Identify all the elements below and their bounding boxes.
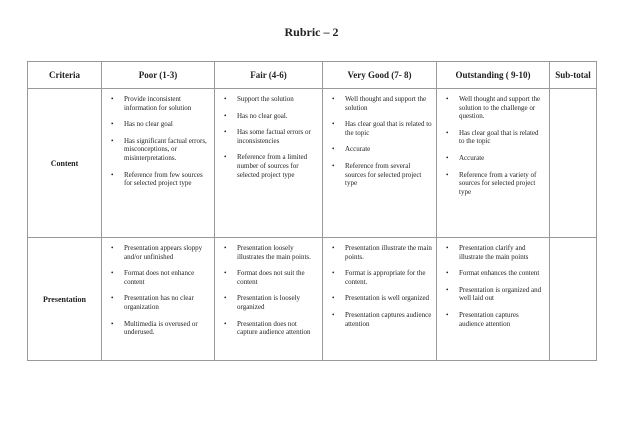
list-item: • Presentation is well organized <box>345 294 432 303</box>
header-very-good: Very Good (7- 8) <box>323 62 437 89</box>
list-item: • Well thought and support the solution to the challenge or question. <box>459 95 545 121</box>
bullet-list <box>102 238 214 337</box>
list-item: • Format is appropriate for the content. <box>345 269 432 286</box>
list-item: • Presentation has no clear organization <box>124 294 210 311</box>
list-item: • Has no clear goal <box>124 120 210 129</box>
list-item: • Format does not enhance content <box>124 269 210 286</box>
bullet-list <box>437 89 549 196</box>
bullet-list <box>215 89 322 179</box>
list-item: • Presentation appears sloppy and/or unfinished <box>124 244 210 261</box>
rubric-cell <box>102 238 215 361</box>
list-item: • Multimedia is overused or underused. <box>124 320 210 337</box>
bullet-list <box>323 89 436 188</box>
rubric-cell <box>323 238 437 361</box>
bullet-list <box>215 238 322 337</box>
rubric-cell <box>437 89 550 238</box>
criteria-cell: Content <box>28 89 102 238</box>
list-item: • Presentation clarify and illustrate the main points <box>459 244 545 261</box>
list-item: • Has some factual errors or inconsistencies <box>237 128 318 145</box>
list-item: • Presentation does not capture audience attention <box>237 320 318 337</box>
subtotal-cell[interactable] <box>550 89 597 238</box>
list-item: • Reference from few sources for selected project type <box>124 171 210 188</box>
rubric-table <box>27 61 597 361</box>
list-item: • Presentation illustrate the main points. <box>345 244 432 261</box>
header-subtotal: Sub-total <box>550 62 597 89</box>
rubric-cell <box>102 89 215 238</box>
list-item: • Accurate <box>345 145 432 154</box>
bullet-list <box>323 238 436 328</box>
list-item: • Reference from several sources for selected project type <box>345 162 432 188</box>
list-item: • Presentation is organized and well laid out <box>459 286 545 303</box>
list-item: • Presentation is loosely organized <box>237 294 318 311</box>
list-item: • Format enhances the content <box>459 269 545 278</box>
header-poor: Poor (1-3) <box>102 62 215 89</box>
list-item: • Has clear goal that is related to the topic <box>345 120 432 137</box>
list-item: • Accurate <box>459 154 545 163</box>
list-item: • Presentation loosely illustrates the main points. <box>237 244 318 261</box>
table-row <box>28 238 597 361</box>
header-criteria: Criteria <box>28 62 102 89</box>
list-item: • Has significant factual errors, misconceptions, or misinterpretations. <box>124 137 210 163</box>
list-item: • Well thought and support the solution <box>345 95 432 112</box>
list-item: • Has clear goal that is related to the topic <box>459 129 545 146</box>
rubric-cell <box>215 89 323 238</box>
rubric-cell <box>323 89 437 238</box>
list-item: • Reference from a variety of sources for selected project type <box>459 171 545 197</box>
table-row <box>28 89 597 238</box>
subtotal-cell[interactable] <box>550 238 597 361</box>
list-item: • Presentation captures audience attention <box>345 311 432 328</box>
list-item: • Presentation captures audience attention <box>459 311 545 328</box>
list-item: • Format does not suit the content <box>237 269 318 286</box>
header-fair: Fair (4-6) <box>215 62 323 89</box>
rubric-cell <box>215 238 323 361</box>
header-row <box>28 62 597 89</box>
list-item: • Reference from a limited number of sources for selected project type <box>237 153 318 179</box>
list-item: • Support the solution <box>237 95 318 104</box>
criteria-cell: Presentation <box>28 238 102 361</box>
list-item: • Has no clear goal. <box>237 112 318 121</box>
bullet-list <box>102 89 214 188</box>
list-item: • Provide inconsistent information for solution <box>124 95 210 112</box>
bullet-list <box>437 238 549 328</box>
header-outstanding: Outstanding ( 9-10) <box>437 62 550 89</box>
rubric-cell <box>437 238 550 361</box>
page-title: Rubric – 2 <box>284 25 339 39</box>
